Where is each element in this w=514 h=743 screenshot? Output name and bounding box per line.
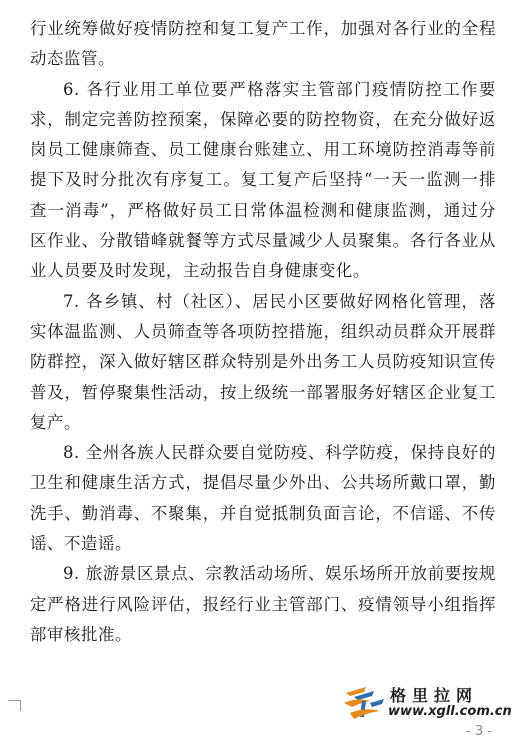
paragraph-item-8: 8. 全州各族人民群众要自觉防疫、科学防疫，保持良好的卫生和健康生活方式，提倡尽量少外出、公共场所戴口罩，勤洗手、勤消毒、不聚集，并自觉抵制负面言论，不信谣、不传谣、不造谣。 [30, 443, 496, 554]
document-body [30, 14, 496, 650]
paragraph: 行业统筹做好疫情防控和复工复产工作，加强对各行业的全程动态监管。 [30, 19, 496, 69]
crop-mark [8, 700, 21, 711]
xgll-logo-icon [340, 683, 392, 723]
watermark-url: www.xgll.com.cn [388, 704, 512, 719]
page-number: - 3 - [466, 724, 492, 739]
paragraph-item-7: 7. 各乡镇、村（社区）、居民小区要做好网格化管理，落实体温监测、人员筛查等各项防控措施，组织动员群众开展群防群控，深入做好辖区群众特别是外出务工人员防疫知识宣传普及，暂停聚集性活动，按上级统一部署服务好辖区企业复工复产。 [30, 291, 496, 432]
watermark-title: 格里拉网 [390, 686, 479, 705]
site-watermark [340, 683, 510, 723]
paragraph-item-6: 6. 各行业用工单位要严格落实主管部门疫情防控工作要求，制定完善防控预案，保障必要的防控物资，在充分做好返岗员工健康筛查、员工健康台账建立、用工环境防控消毒等前提下及时分批次有序复工。复工复产后坚持“一天一监测一排查一消毒”，严格做好员工日常体温检测和健康监测，通过分区作业、分散错峰就餐等方式尽量减少人员聚集。各行各业从业人员要及时发现，主动报告自身健康变化。 [30, 79, 496, 281]
paragraph-item-9: 9. 旅游景区景点、宗教活动场所、娱乐场所开放前要按规定严格进行风险评估，报经行业主管部门、疫情领导小组指挥部审核批准。 [30, 564, 496, 644]
